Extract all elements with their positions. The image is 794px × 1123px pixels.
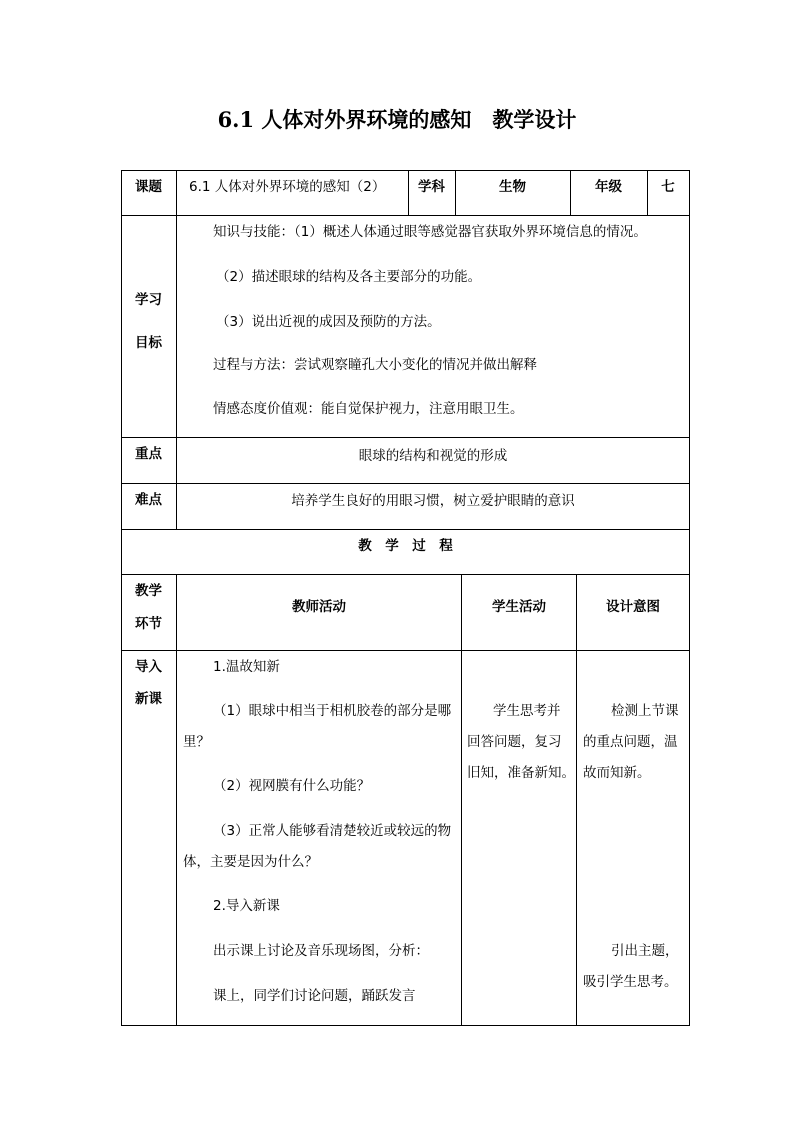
key-point-value: 眼球的结构和视觉的形成 xyxy=(358,448,508,464)
student-activity-header: 学生活动 xyxy=(492,599,546,615)
row-divider xyxy=(121,650,690,651)
grade-label: 年级 xyxy=(595,179,622,195)
objective-line: 情感态度价值观：能自觉保护视力，注意用眼卫生。 xyxy=(213,401,524,417)
teacher-line: （2）视网膜有什么功能？ xyxy=(213,778,371,794)
intent-line: 引出主题， xyxy=(611,943,679,959)
subject-label: 学科 xyxy=(418,179,445,195)
difficulty-value: 培养学生良好的用眼习惯，树立爱护眼睛的意识 xyxy=(291,493,575,509)
teacher-line: （3）正常人能够看清楚较近或较远的物 xyxy=(213,823,452,839)
col-divider xyxy=(176,170,177,529)
col-divider xyxy=(176,574,177,1026)
stage-header: 教学 xyxy=(135,583,162,599)
col-divider xyxy=(576,574,577,1026)
teacher-line: 1.温故知新 xyxy=(213,659,280,675)
course-label: 课题 xyxy=(135,179,162,195)
objective-line: （2）描述眼球的结构及各主要部分的功能。 xyxy=(216,269,482,285)
row-divider xyxy=(121,215,690,216)
table-border-right xyxy=(689,170,690,1026)
student-line: 旧知，准备新知。 xyxy=(467,765,575,781)
student-line: 学生思考并 xyxy=(493,703,561,719)
intent-line: 检测上节课 xyxy=(611,703,679,719)
teacher-line: 课上，同学们讨论问题，踊跃发言 xyxy=(213,988,416,1004)
teacher-line: 2.导入新课 xyxy=(213,898,280,914)
stage-label: 导入 xyxy=(135,659,162,675)
lesson-plan-table xyxy=(121,170,690,1026)
design-intent-header: 设计意图 xyxy=(606,599,660,615)
objective-line: 知识与技能：（1）概述人体通过眼等感觉器官获取外界环境信息的情况。 xyxy=(213,224,647,240)
grade-value: 七 xyxy=(661,179,675,195)
intent-line: 的重点问题，温 xyxy=(583,734,678,750)
difficulty-label: 难点 xyxy=(135,492,162,508)
teacher-activity-header: 教师活动 xyxy=(292,599,346,615)
page-title: 6.1 人体对外界环境的感知 教学设计 xyxy=(217,107,577,132)
stage-label: 新课 xyxy=(135,691,162,707)
teacher-line: 出示课上讨论及音乐现场图，分析： xyxy=(213,943,429,959)
objective-line: 过程与方法：尝试观察瞳孔大小变化的情况并做出解释 xyxy=(213,357,537,373)
course-value: 6.1 人体对外界环境的感知（2） xyxy=(189,179,386,195)
table-border-top xyxy=(121,170,690,171)
objective-line: （3）说出近视的成因及预防的方法。 xyxy=(216,314,441,330)
student-line: 回答问题，复习 xyxy=(467,734,562,750)
teacher-line: （1）眼球中相当于相机胶卷的部分是哪 xyxy=(213,703,452,719)
stage-header: 环节 xyxy=(135,616,162,632)
teacher-line: 体，主要是因为什么？ xyxy=(183,854,318,870)
key-point-label: 重点 xyxy=(135,446,162,462)
objectives-label: 学习 xyxy=(135,292,162,308)
table-border-bottom xyxy=(121,1025,690,1026)
intent-line: 故而知新。 xyxy=(583,765,651,781)
row-divider xyxy=(121,574,690,575)
teacher-line: 里？ xyxy=(183,734,210,750)
row-divider xyxy=(121,529,690,530)
objectives-label: 目标 xyxy=(135,335,162,351)
row-divider xyxy=(121,437,690,438)
col-divider xyxy=(461,574,462,1026)
intent-line: 吸引学生思考。 xyxy=(583,974,678,990)
subject-value: 生物 xyxy=(499,179,526,195)
row-divider xyxy=(121,483,690,484)
process-title: 教 学 过 程 xyxy=(358,538,453,554)
